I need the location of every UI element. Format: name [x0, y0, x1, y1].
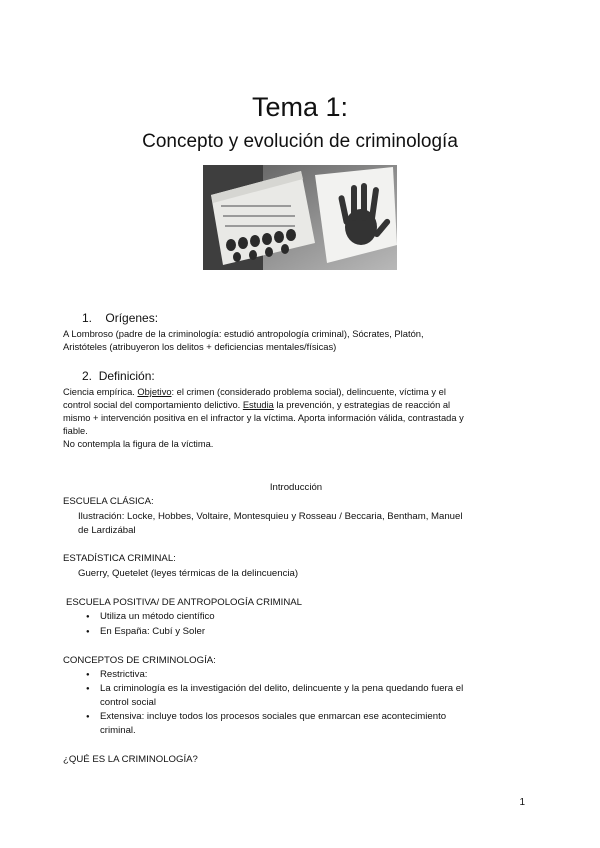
origenes-line: Aristóteles (atribuyeron los delitos + deficiencias mentales/físicas) — [63, 341, 337, 352]
text-line: control social — [100, 697, 156, 708]
section-number: 1. — [82, 311, 93, 325]
escuela-clasica-text — [78, 510, 538, 538]
text-span: : el crimen (considerado problema social), delincuente, víctima y el — [171, 387, 446, 397]
definicion-line: No contempla la figura de la víctima. — [63, 439, 214, 449]
underlined-term: Estudia — [242, 400, 274, 410]
definicion-line — [63, 386, 543, 399]
page-number: 1 — [519, 797, 525, 808]
document-title: Tema 1: — [251, 92, 349, 122]
estadistica-heading: ESTADÍSTICA CRIMINAL: — [63, 553, 176, 564]
section-definicion-heading — [82, 369, 155, 383]
definicion-paragraph — [63, 386, 543, 451]
text-line: ● Extensiva: incluye todos los procesos sociales que enmarcan ese acontecimiento — [100, 711, 447, 722]
definicion-line: fiable. — [63, 426, 88, 436]
section-origenes-heading — [82, 311, 158, 325]
text-line: Ilustración: Locke, Hobbes, Voltaire, Montesquieu y Rosseau / Beccaria, Bentham, Manuel — [78, 511, 463, 522]
escuela-positiva-heading: ESCUELA POSITIVA/ DE ANTROPOLOGÍA CRIMINAL — [66, 597, 302, 608]
document-subtitle: Concepto y evolución de criminología — [142, 131, 458, 152]
section-number: 2. — [82, 369, 93, 383]
origenes-line: A Lombroso (padre de la criminología: estudió antropología criminal), Sócrates, Platón, — [63, 328, 424, 339]
que-es-heading: ¿QUÉ ES LA CRIMINOLOGÍA? — [63, 754, 198, 765]
fingerprints-and-handprint-icon — [203, 165, 397, 270]
list-item: ● Utiliza un método científico — [100, 610, 215, 624]
underlined-term: Objetivo — [137, 387, 172, 397]
text-span: control social del comportamiento delictivo. — [63, 400, 243, 410]
text-line: criminal. — [100, 725, 136, 736]
list-item: ● En España: Cubí y Soler — [100, 625, 205, 639]
origenes-paragraph — [63, 327, 543, 353]
fingerprints-image — [203, 165, 397, 270]
conceptos-heading: CONCEPTOS DE CRIMINOLOGÍA: — [63, 655, 216, 666]
estadistica-text: Guerry, Quetelet (leyes térmicas de la delincuencia) — [78, 568, 299, 579]
section-title: Orígenes: — [105, 311, 159, 325]
text-span: la prevención, y estrategias de reacción al — [273, 400, 451, 410]
text-line: ● La criminología es la investigación del delito, delincuente y la pena quedando fuera el — [100, 683, 464, 694]
escuela-clasica-heading: ESCUELA CLÁSICA: — [63, 496, 154, 507]
definicion-line: mismo + intervención positiva en el infractor y la víctima. Aporta información válida, contrastada y — [63, 413, 464, 423]
list-item — [100, 682, 540, 710]
text-span: Ciencia empírica. — [63, 387, 138, 397]
introduccion-heading: Introducción — [269, 482, 323, 493]
list-item: ● Restrictiva: — [100, 668, 147, 682]
section-title: Definición: — [98, 369, 155, 383]
definicion-line — [63, 399, 543, 412]
list-item — [100, 710, 540, 738]
text-line: de Lardizábal — [78, 525, 136, 536]
